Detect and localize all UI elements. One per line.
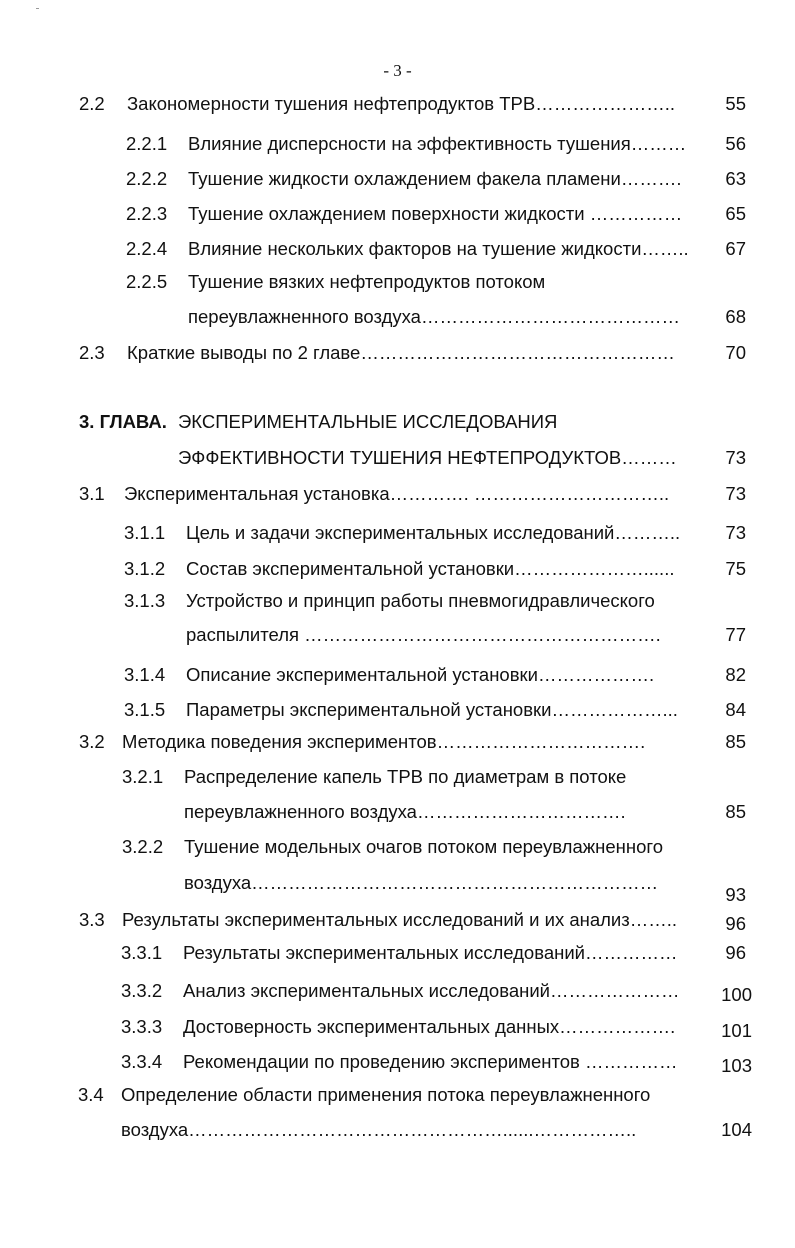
- toc-page: 55: [725, 93, 746, 114]
- toc-number: 2.3: [79, 342, 105, 363]
- toc-page: 103: [721, 1055, 752, 1076]
- toc-number: 3.3.1: [121, 942, 163, 963]
- toc-row: [0, 797, 795, 827]
- toc-row: [0, 727, 795, 757]
- toc-title-text: Краткие выводы по 2 главе: [127, 342, 361, 363]
- toc-leader: ……..: [641, 238, 689, 259]
- toc-leader: ………..: [614, 522, 681, 543]
- toc-row: [0, 1047, 795, 1077]
- toc-number: 3.1: [79, 483, 105, 504]
- toc-title: [178, 407, 698, 437]
- toc-title-text: Экспериментальная установка: [124, 483, 390, 504]
- toc-title-text: Влияние нескольких факторов на тушение жидкости: [188, 238, 642, 259]
- toc-leader: ………: [630, 133, 687, 154]
- scan-mark: [36, 8, 39, 9]
- toc-page: 84: [725, 699, 746, 720]
- toc-row: [0, 199, 795, 229]
- toc-row: [0, 234, 795, 264]
- toc-number: 3.1.5: [124, 699, 166, 720]
- toc-title: [188, 129, 708, 159]
- toc-page: 96: [725, 942, 746, 963]
- toc-leader: …………………………….: [416, 801, 626, 822]
- toc-title-text: Параметры экспериментальной установки: [186, 699, 552, 720]
- toc-title: [188, 164, 708, 194]
- toc-title-text: Влияние дисперсности на эффективность тушения: [188, 133, 631, 154]
- toc-title: [188, 267, 708, 297]
- page-number: - 3 -: [383, 61, 412, 80]
- toc-row: [0, 695, 795, 725]
- toc-leader: ……………….: [537, 664, 655, 685]
- toc-number: 3.1.4: [124, 664, 166, 685]
- toc-page: 73: [725, 447, 746, 468]
- toc-row: [0, 479, 795, 509]
- toc-number: 3.1.3: [124, 590, 166, 611]
- toc-page: 75: [725, 558, 746, 579]
- toc-title-text: Состав экспериментальной установки: [186, 558, 515, 579]
- toc-title: [121, 1080, 701, 1110]
- toc-row: [0, 762, 795, 792]
- toc-title: [186, 518, 708, 548]
- toc-page: 56: [725, 133, 746, 154]
- toc-page: 100: [721, 984, 752, 1005]
- toc-leader: ……………….: [559, 1016, 676, 1037]
- toc-row: [0, 660, 795, 690]
- toc-title: [186, 695, 708, 725]
- toc-title-text: Рекомендации по проведению экспериментов: [183, 1051, 580, 1072]
- toc-row: [0, 938, 795, 968]
- toc-number: 3.3.4: [121, 1051, 163, 1072]
- toc-leader: ……………………………………: [420, 306, 680, 327]
- toc-row: [0, 164, 795, 194]
- toc-number: 3.3.3: [121, 1016, 163, 1037]
- toc-title-text: Цель и задачи экспериментальных исследований: [186, 522, 615, 543]
- toc-title-text: Достоверность экспериментальных данных: [183, 1016, 560, 1037]
- toc-title-text: Описание экспериментальной установки: [186, 664, 538, 685]
- toc-title: [186, 660, 708, 690]
- toc-number: 2.2.5: [126, 271, 168, 292]
- toc-page: 73: [725, 522, 746, 543]
- toc-leader: ……………………………………………......……………..: [188, 1119, 637, 1140]
- toc-leader: …………. …………………………..: [389, 483, 670, 504]
- toc-title: [186, 586, 708, 616]
- toc-title-text: Методика поведения экспериментов: [122, 731, 437, 752]
- toc-title-text: Закономерности тушения нефтепродуктов ТРВ: [127, 93, 536, 114]
- toc-title-text: Результаты экспериментальных исследований: [183, 942, 585, 963]
- toc-row: [0, 905, 795, 935]
- toc-leader: ………………………………………………….: [299, 624, 661, 645]
- toc-title-text: Распределение капель ТРВ по диаметрам в потоке: [184, 766, 627, 787]
- toc-row: [0, 868, 795, 905]
- toc-title-text: Анализ экспериментальных исследований: [183, 980, 551, 1001]
- toc-page: 70: [725, 342, 746, 363]
- toc-title: [127, 338, 707, 368]
- toc-row: [0, 89, 795, 119]
- toc-leader: ……………: [584, 203, 683, 224]
- toc-leader: ………………...: [551, 699, 678, 720]
- toc-page: 85: [725, 731, 746, 752]
- toc-title-text: Устройство и принцип работы пневмогидравлического: [186, 590, 655, 611]
- toc-title: [183, 938, 703, 968]
- toc-title: [127, 89, 707, 119]
- toc-number: 3.3: [79, 909, 105, 930]
- toc-row: [0, 443, 795, 473]
- toc-title: [184, 762, 708, 792]
- toc-row: [0, 338, 795, 368]
- toc-title-text: Тушение жидкости охлаждением факела пламени: [188, 168, 621, 189]
- toc-title-text: Тушение охлаждением поверхности жидкости: [188, 203, 585, 224]
- toc-number: 2.2.1: [126, 133, 168, 154]
- toc-title-text: воздуха: [184, 872, 252, 893]
- toc-page: 65: [725, 203, 746, 224]
- toc-leader: …………………......: [514, 558, 675, 579]
- toc-title-text: Тушение вязких нефтепродуктов потоком: [188, 271, 546, 292]
- toc-leader: ……….: [620, 168, 682, 189]
- toc-page: 96: [725, 913, 746, 934]
- toc-title: [188, 234, 708, 264]
- chapter-label: 3. ГЛАВА.: [79, 411, 167, 432]
- toc-title: [183, 976, 699, 1006]
- toc-title: [121, 1115, 701, 1145]
- toc-row: [0, 1012, 795, 1042]
- toc-title-text: воздуха: [121, 1119, 189, 1140]
- toc-title: [184, 832, 708, 862]
- toc-title: [184, 797, 704, 827]
- toc-leader: …………………..: [535, 93, 676, 114]
- toc-row: [0, 976, 795, 1006]
- toc-row: [0, 1080, 795, 1110]
- toc-number: 2.2.2: [126, 168, 168, 189]
- toc-leader: ……………: [585, 942, 678, 963]
- toc-page: 93: [725, 884, 746, 905]
- toc-title-text: распылителя: [186, 624, 300, 645]
- toc-title-text: Результаты экспериментальных исследований и их анализ: [122, 909, 630, 930]
- toc-row: [0, 518, 795, 548]
- chapter-heading: [0, 407, 795, 437]
- toc-title: [122, 905, 704, 935]
- toc-title-text: ЭФФЕКТИВНОСТИ ТУШЕНИЯ НЕФТЕПРОДУКТОВ: [178, 447, 622, 468]
- toc-leader: ………: [621, 447, 677, 468]
- toc-title: [122, 727, 702, 757]
- toc-number: 3.1.2: [124, 558, 166, 579]
- toc-page: 82: [725, 664, 746, 685]
- toc-title-text: переувлажненного воздуха: [184, 801, 417, 822]
- toc-leader: …………………………………………………………: [251, 872, 659, 893]
- toc-title: [183, 1012, 699, 1042]
- toc-title-text: ЭКСПЕРИМЕНТАЛЬНЫЕ ИССЛЕДОВАНИЯ: [178, 411, 558, 432]
- toc-number: 3.2.1: [122, 766, 164, 787]
- toc-title: [178, 443, 700, 473]
- toc-number: 2.2: [79, 93, 105, 114]
- toc-number: 3.4: [78, 1084, 104, 1105]
- toc-leader: …………………………….: [436, 731, 646, 752]
- toc-title: [184, 868, 704, 898]
- toc-title: [186, 554, 708, 584]
- toc-title: [186, 620, 708, 650]
- toc-number: 3.2: [79, 731, 105, 752]
- toc-row: [0, 586, 795, 616]
- toc-page: 73: [725, 483, 746, 504]
- toc-row: [0, 554, 795, 584]
- toc-page: 67: [725, 238, 746, 259]
- toc-page: 85: [725, 801, 746, 822]
- toc-title-text: переувлажненного воздуха: [188, 306, 421, 327]
- toc-row: [0, 620, 795, 650]
- toc-leader: ……………………………………………: [360, 342, 675, 363]
- toc-page: 104: [721, 1119, 752, 1140]
- toc-page: 101: [721, 1020, 752, 1041]
- toc-page: 63: [725, 168, 746, 189]
- toc-leader: …………………: [550, 980, 680, 1001]
- toc-row: [0, 832, 795, 862]
- toc-row: [0, 129, 795, 159]
- toc-leader: ……………: [579, 1051, 678, 1072]
- toc-number: 3.3.2: [121, 980, 163, 1001]
- toc-number: 3.2.2: [122, 836, 164, 857]
- toc-leader: ……..: [629, 909, 678, 930]
- toc-number: 2.2.3: [126, 203, 168, 224]
- toc-title: [188, 302, 708, 332]
- toc-number: 3.1.1: [124, 522, 166, 543]
- toc-title: [188, 199, 708, 229]
- toc-row: [0, 1115, 795, 1145]
- toc-row: [0, 267, 795, 297]
- toc-title-text: Определение области применения потока переувлажненного: [121, 1084, 651, 1105]
- toc-page: 77: [725, 624, 746, 645]
- toc-row: [0, 302, 795, 332]
- toc-title: [124, 479, 702, 509]
- toc-page: 68: [725, 306, 746, 327]
- toc-number: 2.2.4: [126, 238, 168, 259]
- toc-title: [183, 1047, 699, 1077]
- toc-title-text: Тушение модельных очагов потоком переувлажненного: [184, 836, 663, 857]
